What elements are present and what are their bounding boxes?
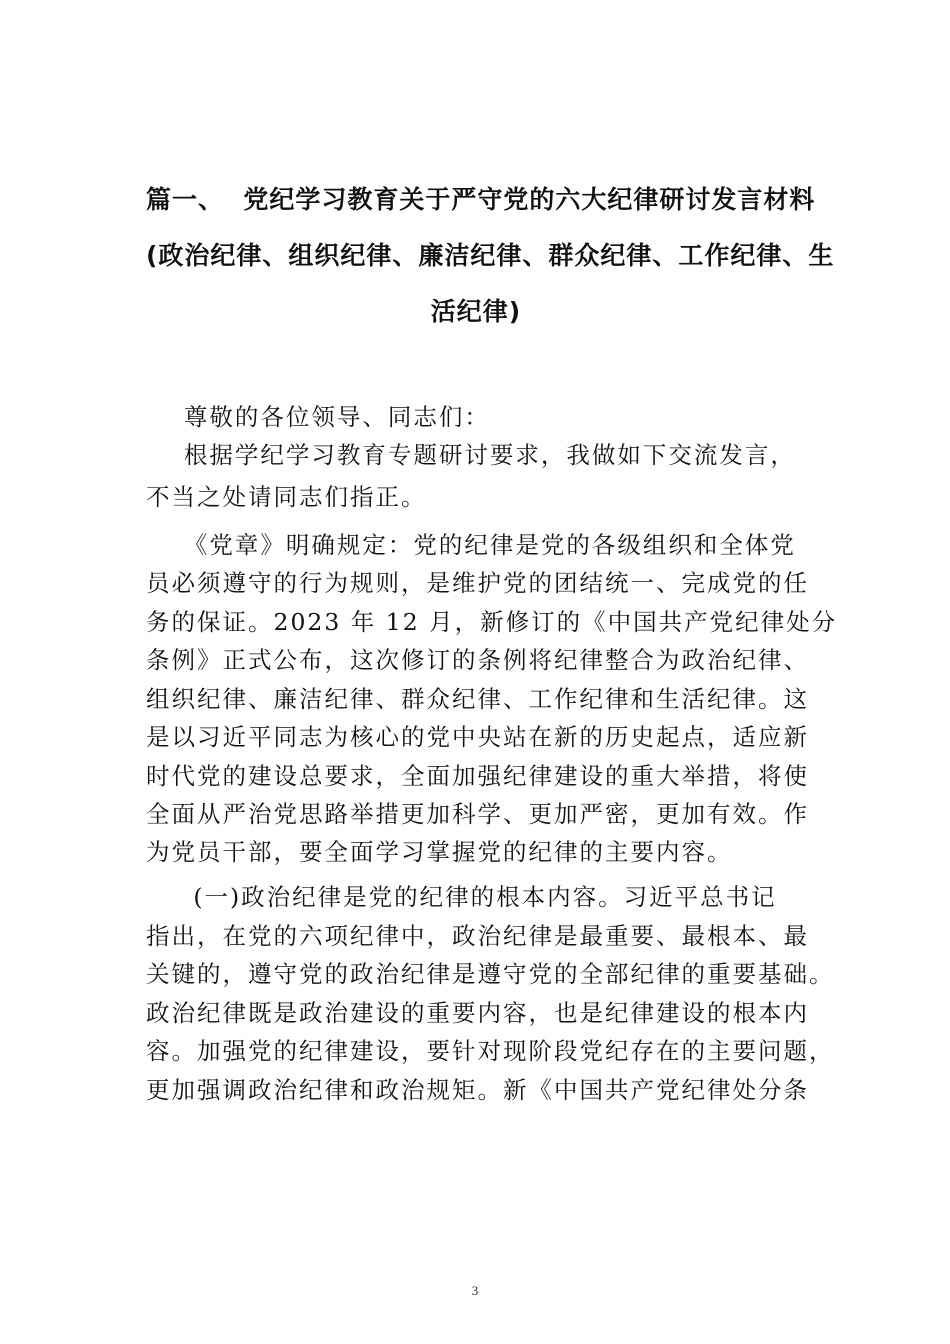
body-line: 不当之处请同志们指正。 (146, 483, 427, 511)
body-line: 是以习近平同志为核心的党中央站在新的历史起点，适应新 (146, 723, 809, 751)
body-line: 组织纪律、廉洁纪律、群众纪律、工作纪律和生活纪律。这 (146, 685, 809, 713)
body-line: 时代党的建设总要求，全面加强纪律建设的重大举措，将使 (146, 762, 809, 790)
body-line: 指出，在党的六项纪律中，政治纪律是最重要、最根本、最 (146, 922, 809, 950)
body-line: 条例》正式公布，这次修订的条例将纪律整合为政治纪律、 (146, 646, 809, 674)
body-line: 尊敬的各位领导、同志们： (146, 403, 490, 431)
page-number: 3 (471, 1283, 479, 1298)
body-line: 政治纪律既是政治建设的重要内容，也是纪律建设的根本内 (146, 999, 809, 1027)
title-line-1: 篇一、 党纪学习教育关于严守党的六大纪律研讨发言材料 (146, 185, 816, 214)
title-line-3: 活纪律) (430, 297, 522, 326)
body-line: 员必须遵守的行为规则，是维护党的团结统一、完成党的任 (146, 569, 809, 597)
body-line: 容。加强党的纪律建设，要针对现阶段党纪存在的主要问题， (146, 1037, 835, 1065)
body-line: 根据学纪学习教育专题研讨要求，我做如下交流发言， (146, 441, 796, 469)
body-line: 关键的，遵守党的政治纪律是遵守党的全部纪律的重要基础。 (146, 960, 835, 988)
body-line: 《党章》明确规定：党的纪律是党的各级组织和全体党 (146, 531, 796, 559)
body-line: 为党员干部，要全面学习掌握党的纪律的主要内容。 (146, 838, 733, 866)
body-line: 务的保证。2023 年 12 月，新修订的《中国共产党纪律处分 (146, 608, 838, 636)
body-line: 更加强调政治纪律和政治规矩。新《中国共产党纪律处分条 (146, 1076, 809, 1104)
body-line: 全面从严治党思路举措更加科学、更加严密，更加有效。作 (146, 800, 809, 828)
title-line-2: (政治纪律、组织纪律、廉洁纪律、群众纪律、工作纪律、生 (146, 241, 835, 270)
body-line: (一)政治纪律是党的纪律的根本内容。习近平总书记 (146, 883, 777, 911)
